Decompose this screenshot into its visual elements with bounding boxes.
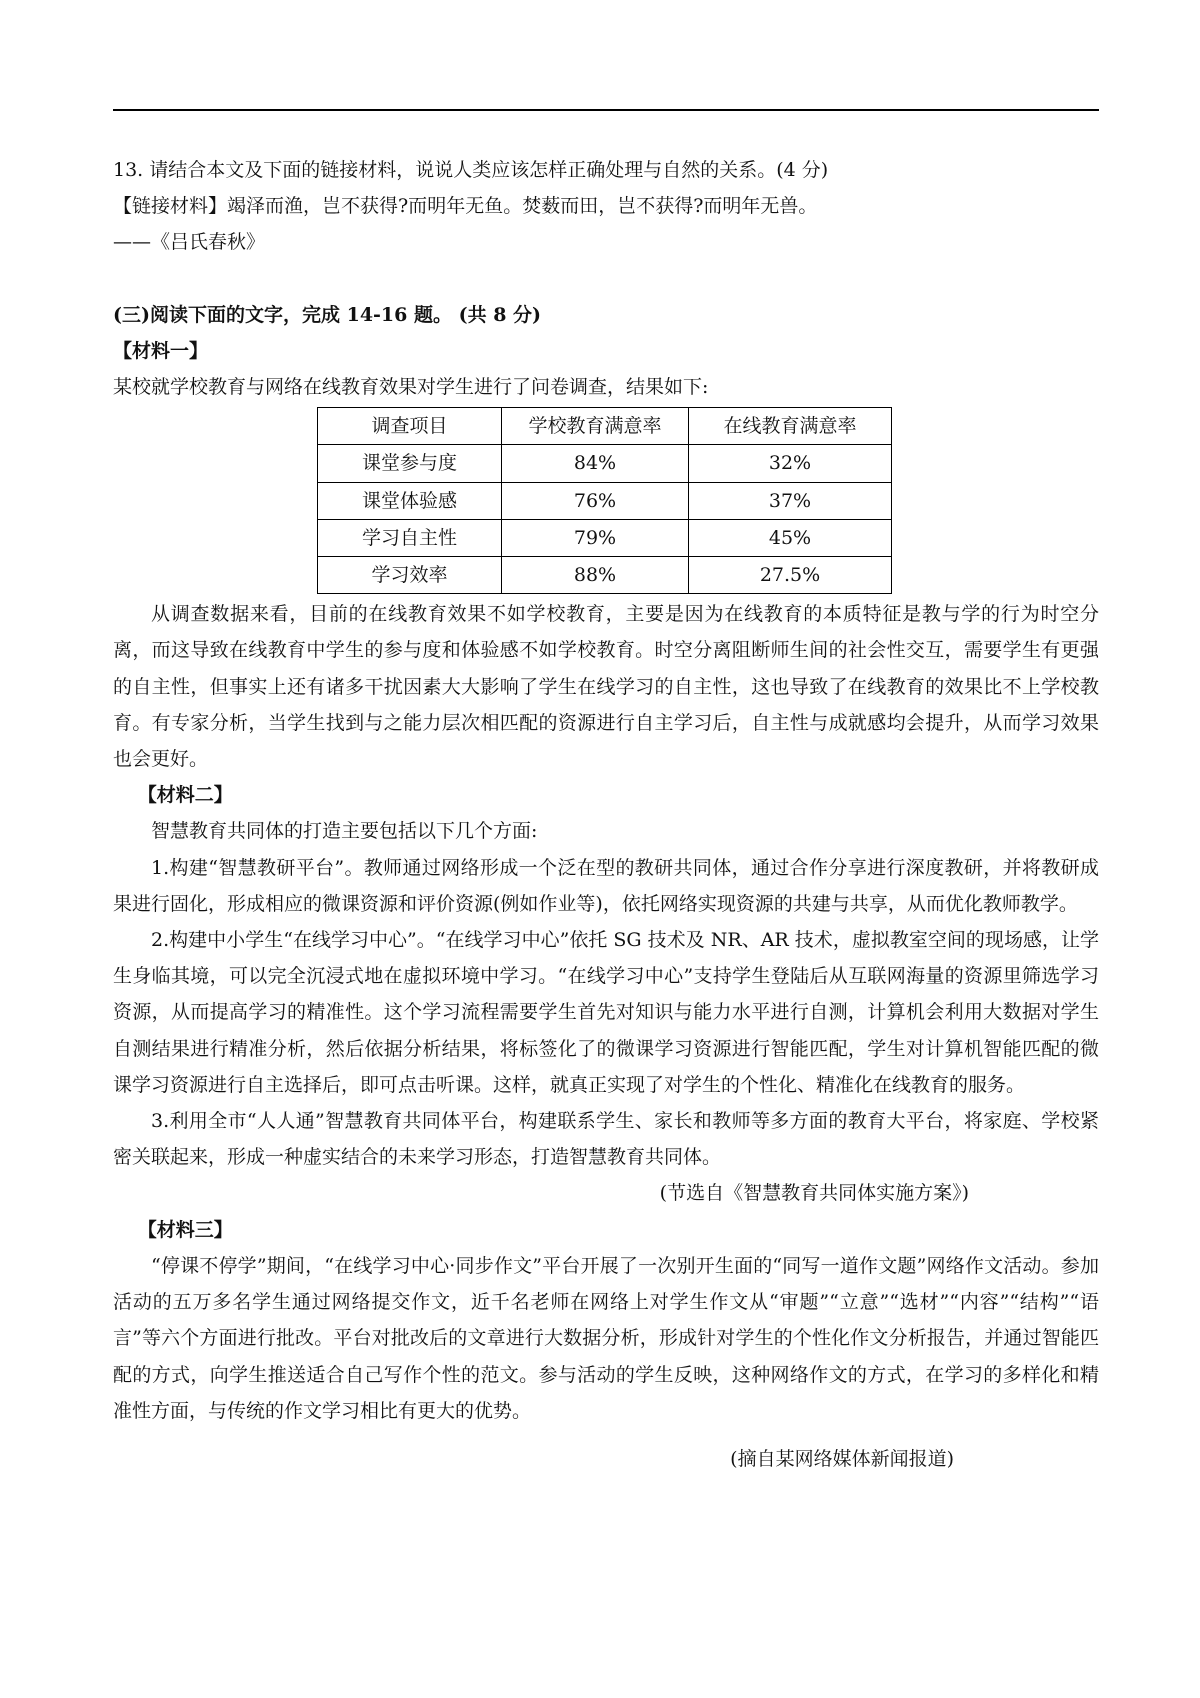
material-1-title: 【材料一】 — [113, 339, 209, 362]
material-2-point-1: 1.构建“智慧教研平台”。教师通过网络形成一个泛在型的教研共同体，通过合作分享进行深度教研，并将教研成果进行固化，形成相应的微课资源和评价资源(例如作业等)，依托网络实现资源的共建与共享，从而优化教师教学。 — [113, 856, 1099, 915]
table-cell: 32% — [689, 445, 892, 482]
link-material: 【链接材料】竭泽而渔，岂不获得?而明年无鱼。焚薮而田，岂不获得?而明年无兽。 — [113, 195, 818, 218]
material-1-paragraph: 从调查数据来看，目前的在线教育效果不如学校教育，主要是因为在线教育的本质特征是教与学的行为时空分离，而这导致在线教育中学生的参与度和体验感不如学校教育。时空分离阻断师生间的社会性交互，需要学生有更强的自主性，但事实上还有诸多干扰因素大大影响了学生在线学习的自主性，这也导致了在线教育的效果比不上学校教育。有专家分析，当学生找到与之能力层次相匹配的资源进行自主学习后，自主性与成就感均会提升，从而学习效果也会更好。 — [113, 603, 1099, 771]
material-2-source: (节选自《智慧教育共同体实施方案》) — [659, 1182, 969, 1205]
table-header: 在线教育满意率 — [689, 408, 892, 445]
material-2-title: 【材料二】 — [137, 784, 233, 807]
table-header: 学校教育满意率 — [502, 408, 689, 445]
table-row — [318, 445, 892, 482]
material-3-title: 【材料三】 — [137, 1218, 233, 1241]
table-cell: 学习效率 — [318, 557, 502, 594]
document-body — [113, 152, 1099, 1477]
table-header-row — [318, 408, 892, 445]
material-3-paragraph: “停课不停学”期间，“在线学习中心·同步作文”平台开展了一次别开生面的“同写一道作文题”网络作文活动。参加活动的五万多名学生通过网络提交作文，近千名老师在网络上对学生作文从“审题”“立意”“选材”“内容”“结构”“语言”等六个方面进行批改。平台对批改后的文章进行大数据分析，形成针对学生的个性化作文分析报告，并通过智能匹配的方式，向学生推送适合自己写作个性的范文。参与活动的学生反映，这种网络作文的方式，在学习的多样化和精准性方面，与传统的作文学习相比有更大的优势。 — [113, 1254, 1099, 1422]
table-row — [318, 519, 892, 556]
survey-table — [317, 407, 892, 594]
table-cell: 27.5% — [689, 557, 892, 594]
material-3-source: (摘自某网络媒体新闻报道) — [730, 1447, 954, 1470]
material-1-intro: 某校就学校教育与网络在线教育效果对学生进行了问卷调查，结果如下: — [113, 376, 709, 399]
table-cell: 学习自主性 — [318, 519, 502, 556]
table-header: 调查项目 — [318, 408, 502, 445]
material-2-intro: 智慧教育共同体的打造主要包括以下几个方面: — [151, 820, 538, 843]
section-heading: (三)阅读下面的文字，完成 14-16 题。 (共 8 分) — [113, 303, 542, 326]
table-cell: 45% — [689, 519, 892, 556]
table-cell: 79% — [502, 519, 689, 556]
table-cell: 课堂体验感 — [318, 482, 502, 519]
table-cell: 76% — [502, 482, 689, 519]
material-2-point-2: 2.构建中小学生“在线学习中心”。“在线学习中心”依托 SG 技术及 NR、AR 技术，虚拟教室空间的现场感，让学生身临其境，可以完全沉浸式地在虚拟环境中学习。“在线学习中心”支持学生登陆后从互联网海量的资源里筛选学习资源，从而提高学习的精准性。这个学习流程需要学生首先对知识与能力水平进行自测，计算机会利用大数据对学生自测结果进行精准分析，然后依据分析结果，将标签化了的微课学习资源进行智能匹配，学生对计算机智能匹配的微课学习资源进行自主选择后，即可点击听课。这样，就真正实现了对学生的个性化、精准化在线教育的服务。 — [113, 929, 1099, 1096]
table-row — [318, 482, 892, 519]
header-rule — [113, 109, 1099, 111]
question-13: 13. 请结合本文及下面的链接材料，说说人类应该怎样正确处理与自然的关系。(4 分) — [113, 159, 829, 181]
link-source: ——《吕氏春秋》 — [113, 231, 266, 254]
material-2-point-3: 3.利用全市“人人通”智慧教育共同体平台，构建联系学生、家长和教师等多方面的教育大平台，将家庭、学校紧密关联起来，形成一种虚实结合的未来学习形态，打造智慧教育共同体。 — [113, 1110, 1099, 1169]
table-cell: 84% — [502, 445, 689, 482]
table-cell: 课堂参与度 — [318, 445, 502, 482]
table-cell: 37% — [689, 482, 892, 519]
table-cell: 88% — [502, 557, 689, 594]
table-row — [318, 557, 892, 594]
